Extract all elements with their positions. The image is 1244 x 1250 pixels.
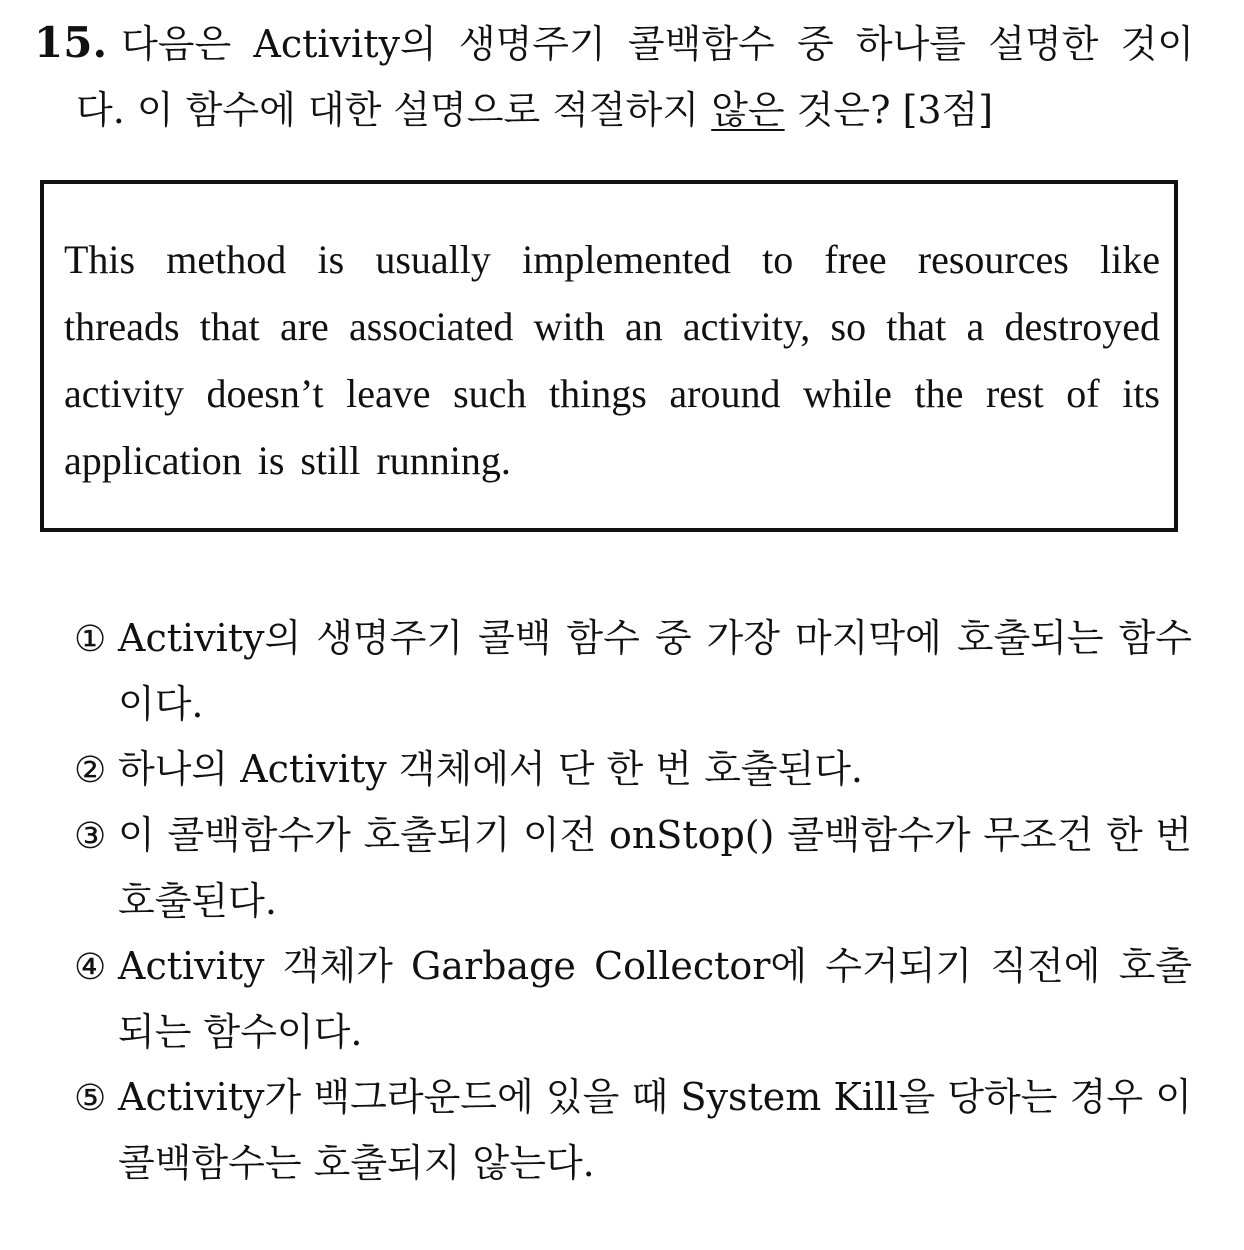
question-text-line-1: 다음은 Activity의 생명주기 콜백함수 중 하나를 설명한 것이: [121, 22, 1194, 66]
choice-4[interactable]: [74, 934, 1192, 1065]
question-line-1: [34, 10, 1194, 77]
answer-choices: [74, 606, 1192, 1196]
question-line-2: [34, 77, 1194, 143]
choice-3-text: 이 콜백함수가 호출되기 이전 onStop() 콜백함수가 무조건 한 번 호출된다.: [118, 813, 1192, 923]
choice-5-marker: ⑤: [74, 1078, 107, 1119]
question-text-line-2-start: 다. 이 함수에 대한 설명으로 적절하지: [76, 88, 712, 132]
question-emphasis-not: 않은: [711, 88, 785, 132]
choice-4-text: Activity 객체가 Garbage Collector에 수거되기 직전에 호출되는 함수이다.: [118, 944, 1192, 1054]
choice-1[interactable]: [74, 606, 1192, 737]
choice-3[interactable]: [74, 803, 1192, 934]
question-number: 15.: [34, 18, 108, 67]
choice-1-text: Activity의 생명주기 콜백 함수 중 가장 마지막에 호출되는 함수이다.: [118, 616, 1192, 726]
choice-2-marker: ②: [74, 750, 107, 791]
choice-4-marker: ④: [74, 947, 107, 988]
choice-2[interactable]: [74, 737, 1192, 803]
choice-1-marker: ①: [74, 619, 107, 660]
passage-text: This method is usually implemented to free resources like threads that are associated with an activity, so that a destroyed activity doesn’t leave such things around while the rest of its application is still running.: [64, 237, 1160, 483]
choice-5-text: Activity가 백그라운드에 있을 때 System Kill을 당하는 경우 이 콜백함수는 호출되지 않는다.: [118, 1075, 1192, 1185]
question-text-line-2-end: 것은? [3점]: [784, 88, 994, 132]
passage-box: [40, 180, 1178, 532]
choice-2-text: 하나의 Activity 객체에서 단 한 번 호출된다.: [118, 747, 863, 791]
choice-3-marker: ③: [74, 816, 107, 857]
choice-5[interactable]: [74, 1065, 1192, 1196]
question-stem: [34, 10, 1194, 143]
